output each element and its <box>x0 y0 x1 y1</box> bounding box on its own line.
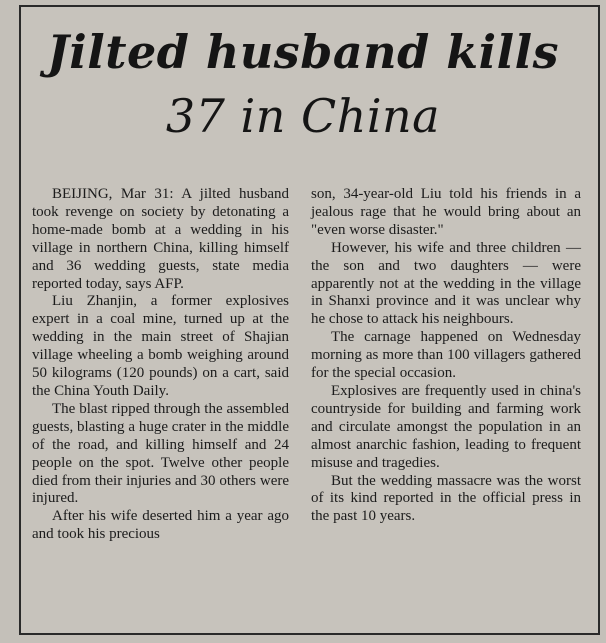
paragraph: Explosives are frequently used in china's countryside for building and farming work and circulate amongst the population in an almost anarchic fashion, leading to frequent misuse and tragedies. <box>311 382 581 471</box>
paragraph: But the wedding massacre was the worst of its kind reported in the official press in the past 10 years. <box>311 472 581 525</box>
headline-line-2: 37 in China <box>165 89 441 143</box>
paragraph: Liu Zhanjin, a former explosives expert in a coal mine, turned up at the wedding in the main street of Shajian village wheeling a bomb weighing around 50 kilograms (120 pounds) on a cart, said the China Youth Daily. <box>32 293 289 399</box>
right-column <box>311 186 581 526</box>
left-column <box>32 186 289 544</box>
paragraph: However, his wife and three children — the son and two daughters — were apparently not at the wedding in the village in Shanxi province and it was unclear why he chose to attack his neighbours. <box>311 239 581 328</box>
paragraph: son, 34-year-old Liu told his friends in a jealous rage that he would bring about an "even worse disaster." <box>311 186 581 238</box>
paragraph: The blast ripped through the assembled guests, blasting a huge crater in the middle of the road, and killing himself and 24 people on the spot. Twelve other people died from their injuries and 30 others were injured. <box>32 400 289 507</box>
paragraph: The carnage happened on Wednesday morning as more than 100 villagers gathered for the special occasion. <box>311 329 581 382</box>
paragraph: BEIJING, Mar 31: A jilted husband took revenge on society by detonating a home-made bomb at a wedding in his village in northern China, killing himself and 36 wedding guests, state media reported today, says AFP. <box>32 186 289 292</box>
headline <box>0 20 606 148</box>
paragraph: After his wife deserted him a year ago and took his precious <box>32 508 289 543</box>
headline-line-1: Jilted husband kills <box>47 25 559 79</box>
